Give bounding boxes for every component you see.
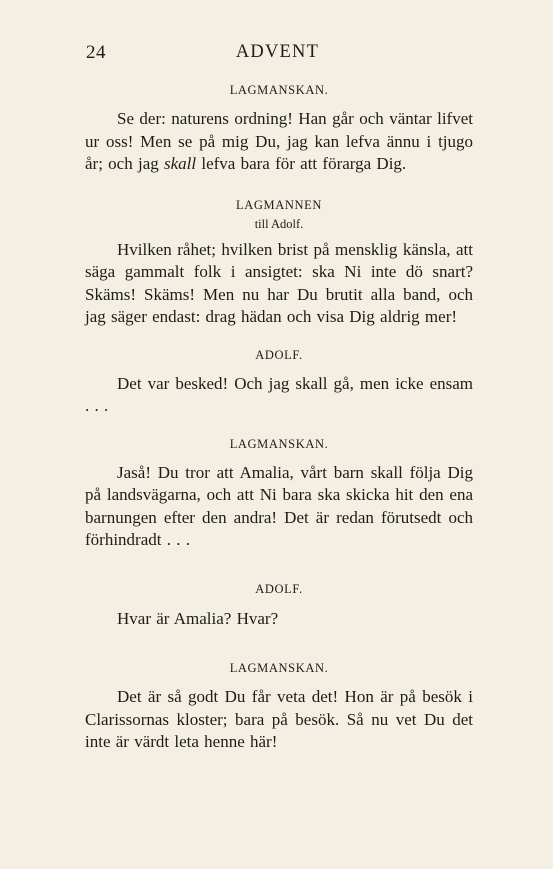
- play-text: [85, 80, 473, 754]
- speech-line: besök i Clarissornas kloster; bara på besök. Så nu: [85, 687, 473, 729]
- speaker-name: ADOLF.: [255, 581, 303, 596]
- speech-line: Det var besked! Och jag skall gå, men icke: [117, 373, 424, 393]
- speech-line: att säga gammalt folk i ansigtet: ska Ni inte dö snart?: [85, 239, 473, 281]
- speech-line: lefva bara för att: [201, 154, 318, 173]
- speech: [85, 686, 473, 754]
- speaker-name: ADOLF.: [255, 347, 303, 362]
- running-title: ADVENT: [235, 42, 320, 62]
- speech-line: lifvet ur oss! Men se på mig Du, jag kan lefva: [85, 109, 473, 151]
- speech-line: och jag säger endast: drag hädan och visa Dig: [85, 284, 473, 326]
- speech-line: aldrig mer!: [380, 307, 458, 326]
- speech-line: Hvilken råhet; hvilken brist på mensklig känsla,: [117, 239, 451, 259]
- speech: [85, 373, 473, 418]
- speech-line: redan förutsedt och förhindradt . . .: [85, 507, 474, 549]
- speech-line: Dig på landsvägarna, och att Ni bara ska skicka: [85, 462, 474, 504]
- speech-line: Det är så godt Du får veta det! Hon är på: [117, 687, 416, 706]
- page-header: [86, 42, 469, 70]
- speech-line: förarga Dig.: [322, 154, 407, 173]
- speech-line: vet Du det inte är värdt leta henne här!: [85, 709, 473, 751]
- speech-line: Hvar är Amalia? Hvar?: [117, 608, 279, 628]
- speech-line: Skäms! Skäms! Men nu har Du brutit alla band,: [85, 284, 441, 304]
- speech-line: hit den ena barnungen efter den andra! Det är: [85, 485, 474, 527]
- speech: [85, 108, 473, 176]
- speaker-name: LAGMANSKAN.: [229, 83, 329, 97]
- speech: [85, 239, 473, 329]
- page-number: 24: [86, 42, 106, 63]
- speech-line: ensam . . .: [85, 373, 473, 415]
- speaker-name: LAGMANSKAN.: [229, 436, 329, 451]
- speaker-name: LAGMANNEN: [236, 197, 322, 212]
- stage-direction: till Adolf.: [254, 216, 304, 231]
- speech-line: Jaså! Du tror att Amalia, vårt barn skall följa: [117, 462, 441, 482]
- speech: [85, 462, 473, 552]
- emphasized-word: skall: [164, 154, 197, 173]
- speech: [85, 608, 473, 631]
- speech-line: Se der: naturens ordning! Han går och väntar: [117, 109, 432, 128]
- speech-line: ännu i tjugo år; och jag: [85, 131, 474, 173]
- speaker-name: LAGMANSKAN.: [229, 661, 329, 675]
